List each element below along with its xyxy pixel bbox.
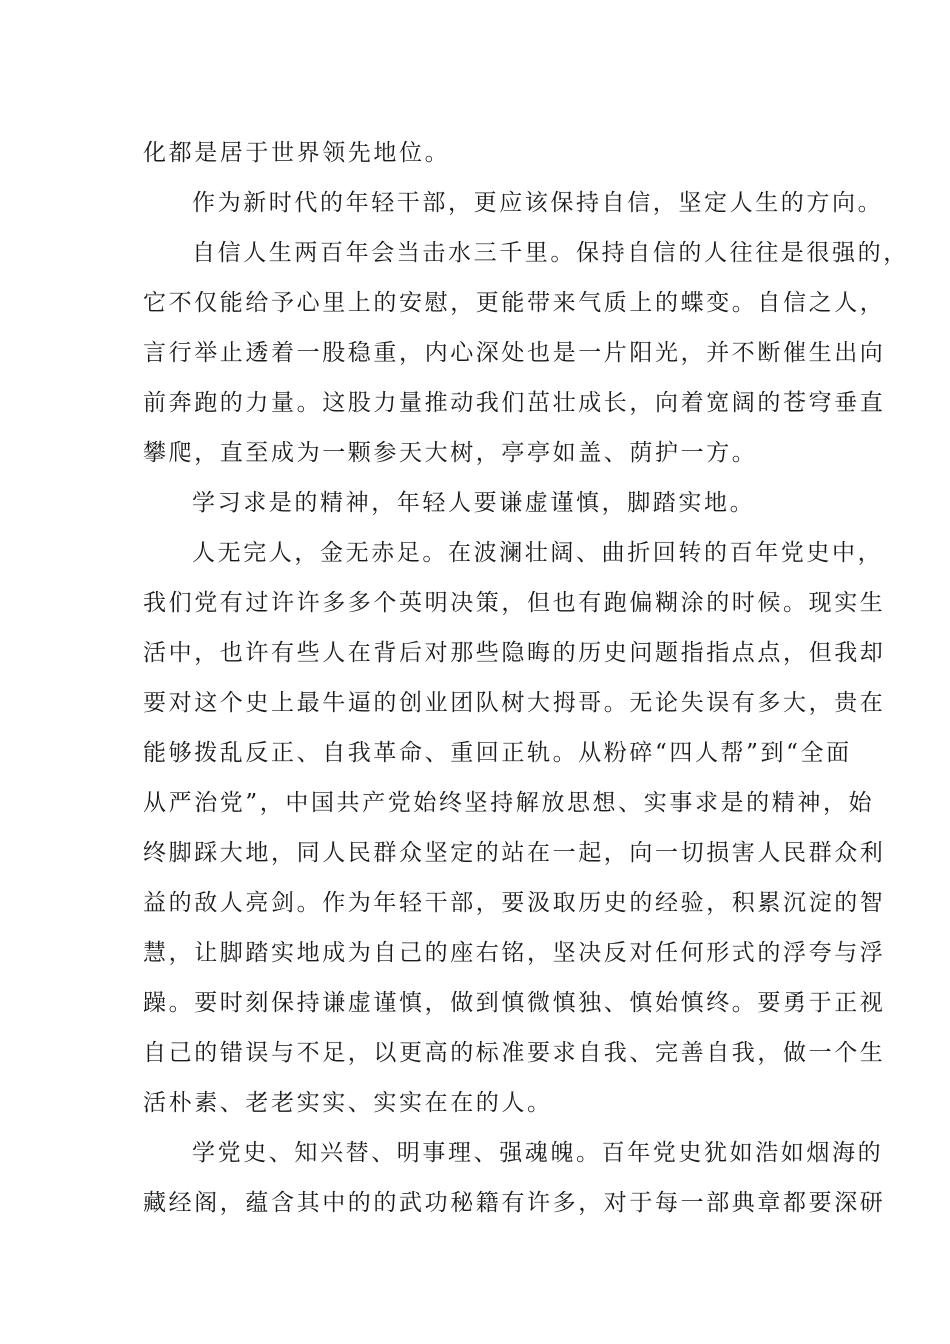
- text-line: 自信人生两百年会当击水三千里。保持自信的人往往是很强的，: [192, 240, 909, 266]
- text-line: 要对这个史上最牛逼的创业团队树大拇哥。无论失误有多大，贵在: [143, 690, 886, 716]
- text-line: 终脚踩大地，同人民群众坚定的站在一起，向一切损害人民群众利: [143, 840, 886, 866]
- text-line: 我们党有过许许多多个英明决策，但也有跑偏糊涂的时候。现实生: [143, 590, 886, 616]
- text-line: 化都是居于世界领先地位。: [143, 140, 451, 166]
- text-line: 能够拨乱反正、自我革命、重回正轨。从粉碎“四人帮”到“全面: [143, 740, 852, 766]
- text-line: 它不仅能给予心里上的安慰，更能带来气质上的蝶变。自信之人，: [143, 290, 886, 316]
- text-line: 慧，让脚踏实地成为自己的座右铭，坚决反对任何形式的浮夸与浮: [143, 940, 886, 966]
- text-line: 从严治党”，中国共产党始终坚持解放思想、实事求是的精神，始: [143, 790, 875, 816]
- text-line: 学党史、知兴替、明事理、强魂魄。百年党史犹如浩如烟海的: [192, 1140, 884, 1166]
- text-line: 躁。要时刻保持谦虚谨慎，做到慎微慎独、慎始慎终。要勇于正视: [143, 990, 886, 1016]
- text-line: 藏经阁，蕴含其中的的武功秘籍有许多，对于每一部典章都要深研: [143, 1190, 886, 1216]
- text-line: 活朴素、老老实实、实实在在的人。: [143, 1090, 553, 1116]
- text-line: 活中，也许有些人在背后对那些隐晦的历史问题指指点点，但我却: [143, 640, 886, 666]
- text-line: 攀爬，直至成为一颗参天大树，亭亭如盖、荫护一方。: [143, 440, 758, 466]
- text-line: 言行举止透着一股稳重，内心深处也是一片阳光，并不断催生出向: [143, 340, 886, 366]
- text-line: 作为新时代的年轻干部，更应该保持自信，坚定人生的方向。: [192, 190, 884, 216]
- text-line: 自己的错误与不足，以更高的标准要求自我、完善自我，做一个生: [143, 1040, 886, 1066]
- text-line: 学习求是的精神，年轻人要谦虚谨慎，脚踏实地。: [192, 490, 756, 516]
- text-line: 人无完人，金无赤足。在波澜壮阔、曲折回转的百年党史中，: [192, 540, 884, 566]
- text-line: 前奔跑的力量。这股力量推动我们茁壮成长，向着宽阔的苍穹垂直: [143, 390, 886, 416]
- text-line: 益的敌人亮剑。作为年轻干部，要汲取历史的经验，积累沉淀的智: [143, 890, 886, 916]
